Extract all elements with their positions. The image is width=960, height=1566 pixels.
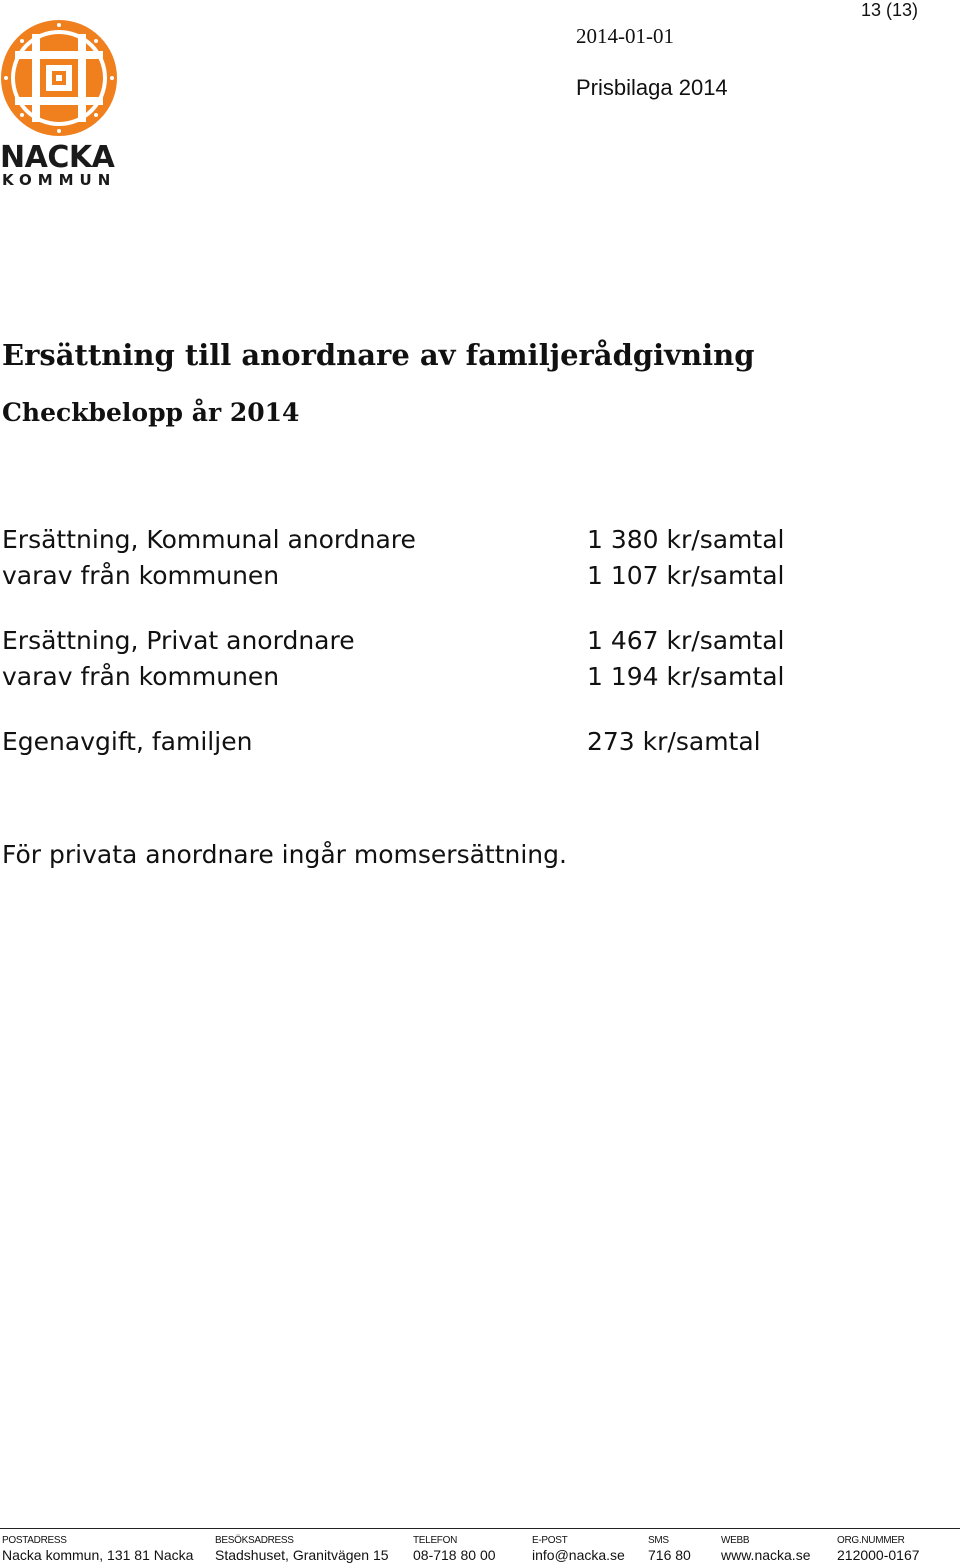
row-label: varav från kommunen: [2, 561, 280, 590]
row-value: 1 380 kr/samtal: [587, 525, 785, 554]
logo-wordmark: NACKA: [0, 140, 115, 175]
row-label: Ersättning, Kommunal anordnare: [2, 525, 416, 554]
row-value: 1 467 kr/samtal: [587, 626, 785, 655]
row-value: 273 kr/samtal: [587, 727, 761, 756]
footer-heading: POSTADRESS: [2, 1535, 67, 1546]
document-label: Prisbilaga 2014: [576, 75, 728, 100]
note-text: För privata anordnare ingår momsersättning.: [2, 840, 567, 869]
row-value: 1 194 kr/samtal: [587, 662, 785, 691]
document-date: 2014-01-01: [576, 24, 674, 48]
footer-heading: TELEFON: [413, 1535, 458, 1546]
footer-divider: [0, 1528, 960, 1529]
footer-heading: SMS: [648, 1535, 669, 1546]
footer-heading: ORG.NUMMER: [837, 1535, 905, 1546]
footer-heading: WEBB: [721, 1535, 750, 1546]
page-subtitle: Checkbelopp år 2014: [2, 398, 300, 427]
row-value: 1 107 kr/samtal: [587, 561, 785, 590]
page-title: Ersättning till anordnare av familjerådgivning: [2, 338, 755, 372]
footer-value: Nacka kommun, 131 81 Nacka: [2, 1547, 194, 1563]
footer-heading: BESÖKSADRESS: [215, 1535, 294, 1546]
footer-email-link[interactable]: info@nacka.se: [532, 1547, 625, 1563]
footer-value: 08-718 80 00: [413, 1547, 496, 1563]
page-number: 13 (13): [860, 0, 918, 20]
logo-subwordmark: KOMMUN: [2, 171, 117, 189]
footer-value: 716 80: [648, 1547, 691, 1563]
footer-value: 212000-0167: [837, 1547, 920, 1563]
row-label: Egenavgift, familjen: [2, 727, 253, 756]
footer-value: Stadshuset, Granitvägen 15: [215, 1547, 389, 1563]
footer-web-link[interactable]: www.nacka.se: [721, 1547, 811, 1563]
row-label: Ersättning, Privat anordnare: [2, 626, 355, 655]
footer-heading: E-POST: [532, 1535, 568, 1546]
row-label: varav från kommunen: [2, 662, 280, 691]
